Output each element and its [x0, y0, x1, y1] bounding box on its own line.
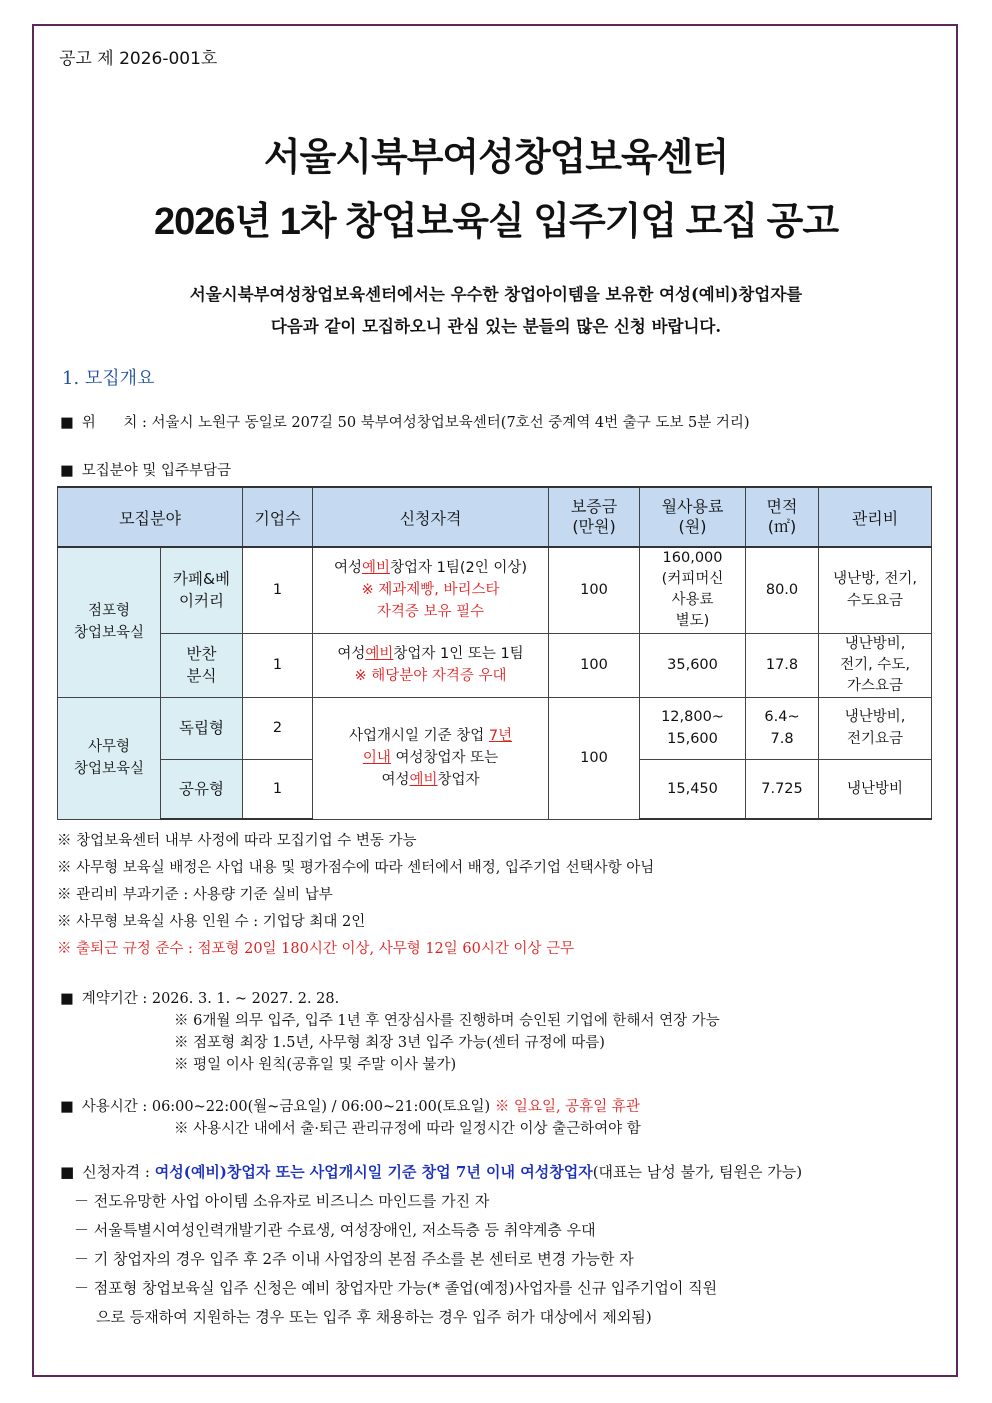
- count-cell: 1: [243, 759, 313, 819]
- field-cell: 공유형: [161, 759, 243, 819]
- location-label: 위 치 :: [81, 415, 152, 431]
- usage-label: 사용시간 :: [81, 1099, 152, 1115]
- square-bullet-icon: ■: [60, 415, 74, 431]
- deposit-cell: 100: [549, 633, 640, 697]
- qual-highlight: 이내: [362, 750, 391, 766]
- qual-note: ※ 제과제빵, 바리스타 자격증 보유 필수: [361, 582, 500, 621]
- square-bullet-icon: ■: [60, 1163, 75, 1181]
- eligibility-tail: (대표는 남성 불가, 팀원은 가능): [592, 1163, 803, 1181]
- square-bullet-icon: ■: [60, 463, 74, 479]
- table-row: [58, 547, 932, 633]
- header-count: 기업수: [243, 487, 313, 547]
- count-cell: 1: [243, 633, 313, 697]
- contract-section: [60, 988, 720, 1076]
- header-deposit: 보증금 (만원): [549, 487, 640, 547]
- field-cell: 카페&베 이커리: [161, 547, 243, 633]
- notice-number: 공고 제 2026-001호: [59, 49, 218, 69]
- mgmt-cell: 냉난방비, 전기요금: [819, 697, 932, 759]
- recruit-table: [57, 486, 932, 820]
- qual-text: 창업자 1팀(2인 이상): [390, 560, 528, 577]
- area-cell: 80.0: [746, 547, 819, 633]
- count-cell: 1: [243, 547, 313, 633]
- title-line-1: 서울시북부여성창업보육센터: [263, 137, 729, 179]
- header-area: 면적 (㎡): [746, 487, 819, 547]
- office-type-cell: 사무형 창업보육실: [58, 697, 161, 819]
- count-cell: 2: [243, 697, 313, 759]
- recruit-heading: [60, 459, 231, 480]
- header-field: 모집분야: [58, 487, 243, 547]
- area-cell: 17.8: [746, 633, 819, 697]
- usage-section: [60, 1096, 641, 1140]
- qual-highlight: 예비: [409, 772, 438, 788]
- qual-highlight: 7년: [488, 728, 513, 744]
- header-qualification: 신청자격: [313, 487, 549, 547]
- contract-value: 2026. 3. 1. ~ 2027. 2. 28.: [151, 991, 340, 1007]
- eligibility-item-cont: 으로 등재하여 지원하는 경우 또는 입주 후 채용하는 경우 입주 허가 대상에서 제외됨): [96, 1308, 652, 1326]
- qual-text: 사업개시일 기준 창업: [348, 728, 489, 744]
- eligibility-label: 신청자격 :: [82, 1163, 155, 1181]
- table-row: [58, 697, 932, 759]
- location-line: [60, 411, 750, 432]
- qual-text: 여성창업자 또는: [390, 750, 499, 766]
- fee-cell: 15,450: [640, 759, 746, 819]
- area-cell: 7.725: [746, 759, 819, 819]
- mgmt-cell: 냉난방비: [819, 759, 932, 819]
- qual-text: 여성: [337, 646, 366, 662]
- deposit-cell: 100: [549, 697, 640, 819]
- note-item-red: ※ 출퇴근 규정 준수 : 점포형 20일 180시간 이상, 사무형 12일 60시간 이상 근무: [57, 941, 575, 957]
- recruit-heading-text: 모집분야 및 입주부담금: [81, 463, 231, 479]
- qual-highlight: 예비: [361, 560, 390, 577]
- fee-cell: 35,600: [640, 633, 746, 697]
- eligibility-item: － 기 창업자의 경우 입주 후 2주 이내 사업장의 본점 주소를 본 센터로 변경 가능한 자: [74, 1250, 634, 1268]
- qual-highlight: 예비: [365, 646, 394, 662]
- eligibility-item: － 점포형 창업보육실 입주 신청은 예비 창업자만 가능(* 졸업(예정)사업자를 신규 입주기업이 직원: [74, 1279, 718, 1297]
- area-cell: 6.4~ 7.8: [746, 697, 819, 759]
- office-qualification-cell: [313, 697, 549, 819]
- contract-sub: ※ 점포형 최장 1.5년, 사무형 최장 3년 입주 가능(센터 규정에 따름): [174, 1035, 605, 1051]
- note-item: ※ 관리비 부과기준 : 사용량 기준 실비 납부: [57, 887, 333, 903]
- header-mgmt-fee: 관리비: [819, 487, 932, 547]
- field-cell: 독립형: [161, 697, 243, 759]
- fee-cell: 160,000 (커피머신 사용료 별도): [640, 547, 746, 633]
- eligibility-section: [60, 1158, 802, 1332]
- eligibility-item: － 서울특별시여성인력개발기관 수료생, 여성장애인, 저소득층 등 취약계층 우대: [74, 1221, 596, 1239]
- square-bullet-icon: ■: [60, 991, 74, 1007]
- qual-text: 여성: [333, 560, 362, 577]
- qual-note: ※ 해당분야 자격증 우대: [354, 668, 507, 684]
- intro-paragraph: [0, 279, 992, 343]
- location-value: 서울시 노원구 동일로 207길 50 북부여성창업보육센터(7호선 중계역 4번 출구 도보 5분 거리): [151, 415, 750, 431]
- note-item: ※ 사무형 보육실 배정은 사업 내용 및 평가점수에 따라 센터에서 배정, 입주기업 선택사항 아님: [57, 860, 655, 876]
- eligibility-item: － 전도유망한 사업 아이템 소유자로 비즈니스 마인드를 가진 자: [74, 1192, 490, 1210]
- usage-sub: ※ 사용시간 내에서 출·퇴근 관리규정에 따라 일정시간 이상 출근하여야 함: [174, 1121, 641, 1137]
- table-row: [58, 633, 932, 697]
- title-line-2: 2026년 1차 창업보육실 입주기업 모집 공고: [153, 201, 839, 243]
- deposit-cell: 100: [549, 547, 640, 633]
- contract-label: 계약기간 :: [81, 991, 152, 1007]
- notes-list: [57, 828, 654, 963]
- qualification-cell: [313, 633, 549, 697]
- intro-line-1: 서울시북부여성창업보육센터에서는 우수한 창업아이템을 보유한 여성(예비)창업자를: [189, 285, 803, 304]
- intro-line-2: 다음과 같이 모집하오니 관심 있는 분들의 많은 신청 바랍니다.: [270, 317, 722, 336]
- square-bullet-icon: ■: [60, 1099, 74, 1115]
- qual-text: 여성: [381, 772, 410, 788]
- eligibility-highlight: 여성(예비)창업자 또는 사업개시일 기준 창업 7년 이내 여성창업자: [154, 1163, 593, 1181]
- contract-sub: ※ 평일 이사 원칙(공휴일 및 주말 이사 불가): [174, 1057, 457, 1073]
- fee-cell: 12,800~ 15,600: [640, 697, 746, 759]
- qual-text: 창업자: [437, 772, 480, 788]
- table-header-row: [58, 487, 932, 547]
- field-cell: 반찬 분식: [161, 633, 243, 697]
- section-1-title: 1. 모집개요: [62, 368, 155, 389]
- mgmt-cell: 냉난방비, 전기, 수도, 가스요금: [819, 633, 932, 697]
- qual-text: 창업자 1인 또는 1팀: [393, 646, 524, 662]
- header-monthly-fee: 월사용료 (원): [640, 487, 746, 547]
- usage-value: 06:00~22:00(월~금요일) / 06:00~21:00(토요일): [151, 1099, 495, 1115]
- note-item: ※ 창업보육센터 내부 사정에 따라 모집기업 수 변동 가능: [57, 833, 417, 849]
- contract-sub: ※ 6개월 의무 입주, 입주 1년 후 연장심사를 진행하며 승인된 기업에 한해서 연장 가능: [174, 1013, 720, 1029]
- store-type-cell: 점포형 창업보육실: [58, 547, 161, 697]
- note-item: ※ 사무형 보육실 사용 인원 수 : 기업당 최대 2인: [57, 914, 366, 930]
- qualification-cell: [313, 547, 549, 633]
- usage-closed: ※ 일요일, 공휴일 휴관: [494, 1099, 640, 1115]
- mgmt-cell: 냉난방, 전기, 수도요금: [819, 547, 932, 633]
